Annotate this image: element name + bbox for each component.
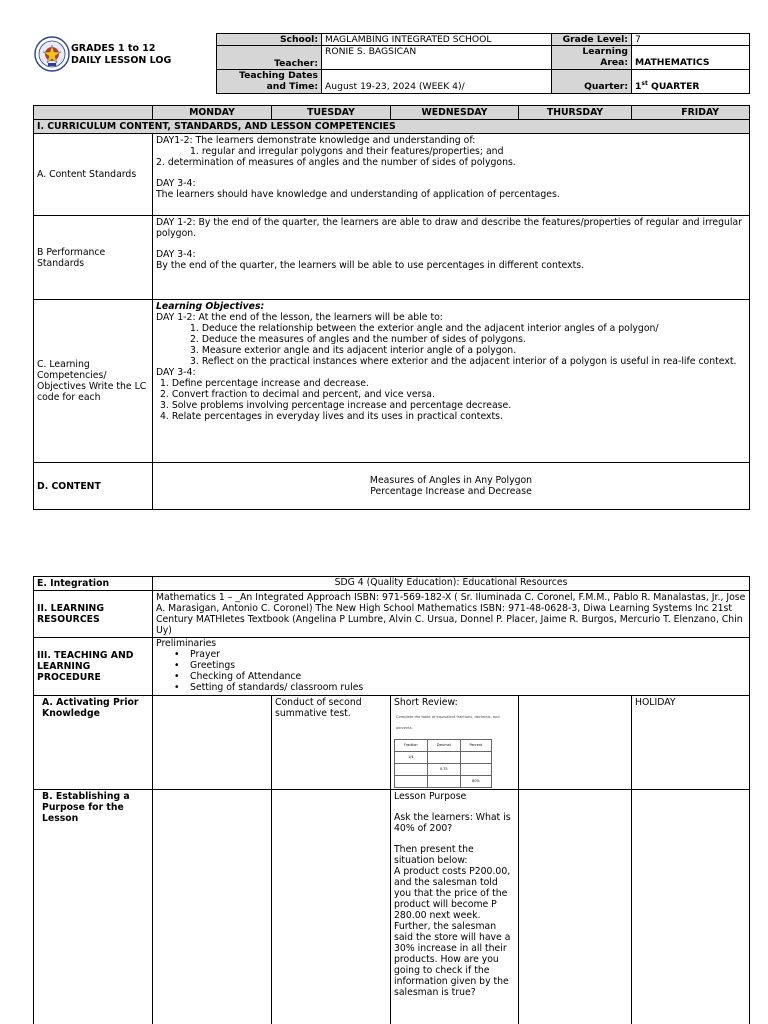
mini-table-caption: Complete the table of equivalent fractions, decimals, and percents.	[396, 715, 500, 731]
learning-area-label-2: Area:	[600, 57, 628, 69]
school-label: School:	[217, 34, 322, 46]
establishing-thursday	[519, 790, 632, 1024]
teaching-dates-label-2: and Time:	[266, 81, 318, 93]
day-header-monday: MONDAY	[153, 106, 272, 120]
content-line1: Measures of Angles in Any Polygon	[369, 475, 533, 487]
performance-standards-cell	[153, 216, 750, 300]
grade-level-label: Grade Level:	[552, 34, 632, 46]
lc-line8: 2. Convert fraction to decimal and percent, and vice versa.	[160, 389, 435, 401]
grade-level-value: 7	[632, 34, 750, 46]
mini-cell	[395, 764, 428, 776]
activating-thursday	[519, 696, 632, 790]
integration-row	[34, 577, 750, 591]
quarter-sup: st	[641, 79, 648, 87]
header-title-line1: GRADES 1 to 12	[71, 43, 156, 54]
lesson-purpose-question: Ask the learners: What is 40% of 200?	[394, 812, 511, 835]
mini-cell	[427, 752, 460, 764]
content-row	[34, 463, 750, 510]
header-title-line2: DAILY LESSON LOG	[71, 55, 172, 66]
resources-label: II. LEARNING RESOURCES	[34, 591, 153, 638]
procedure-intro: Preliminaries	[156, 638, 217, 650]
list-item: • Prayer	[174, 649, 746, 660]
ps-line1: DAY 1-2: By the end of the quarter, the learners are able to draw and describe the features/properties of regular and irregular polygon.	[156, 217, 742, 240]
quarter-value	[632, 70, 750, 94]
day-header-tuesday: TUESDAY	[272, 106, 391, 120]
procedure-cell	[153, 638, 750, 696]
lc-line9: 3. Solve problems involving percentage increase and percentage decrease.	[160, 400, 512, 412]
activating-tuesday: Conduct of second summative test.	[272, 696, 391, 790]
lc-line10: 4. Relate percentages in everyday lives and its uses in practical contexts.	[160, 411, 503, 423]
teaching-dates-value: August 19-23, 2024 (WEEK 4)/	[322, 70, 552, 94]
activating-wednesday	[391, 696, 519, 790]
list-item: • Setting of standards/ classroom rules	[174, 682, 746, 693]
header-title	[71, 43, 171, 67]
lc-line5: 3. Reflect on the practical instances where exterior and the adjacent interior of a polygon is useful in rea-life context.	[190, 356, 737, 368]
mini-cell	[395, 776, 428, 788]
list-item: • Greetings	[174, 660, 746, 671]
mini-header-decimal: Decimal	[427, 740, 460, 752]
day-header-wednesday: WEDNESDAY	[391, 106, 519, 120]
lc-heading: Learning Objectives:	[156, 301, 265, 313]
content-standards-row	[34, 134, 750, 216]
curriculum-table	[33, 105, 750, 510]
ps-line2: DAY 3-4:	[156, 249, 196, 261]
cs-line4: DAY 3-4:	[156, 178, 196, 190]
mini-cell	[460, 764, 491, 776]
mini-header-percent: Percent	[460, 740, 491, 752]
content-standards-cell	[153, 134, 750, 216]
mini-cell	[427, 776, 460, 788]
content-cell	[153, 463, 750, 510]
establishing-monday	[153, 790, 272, 1024]
day-header-friday: FRIDAY	[632, 106, 750, 120]
lc-line1: DAY 1-2: At the end of the lesson, the learners will be able to:	[156, 312, 443, 324]
lc-line7: 1. Define percentage increase and decrease.	[160, 378, 369, 390]
section1-row	[34, 120, 750, 134]
lesson-purpose-heading: Lesson Purpose	[394, 791, 467, 803]
competencies-row	[34, 300, 750, 463]
list-item: • Checking of Attendance	[174, 671, 746, 682]
section1-title: I. CURRICULUM CONTENT, STANDARDS, AND LESSON COMPETENCIES	[34, 120, 750, 134]
lesson-log-header	[33, 33, 749, 94]
content-line2: Percentage Increase and Decrease	[370, 486, 532, 498]
establishing-row	[34, 790, 750, 1024]
lc-line2: 1. Deduce the relationship between the exterior angle and the adjacent interior angles of a polygon/	[190, 323, 659, 335]
cs-line1: DAY1-2: The learners demonstrate knowledge and understanding of:	[156, 135, 476, 147]
learning-area-label-1: Learning	[582, 46, 628, 58]
establishing-wednesday	[391, 790, 519, 1024]
lc-line4: 3. Measure exterior angle and its adjacent interior angle of a polygon.	[190, 345, 517, 357]
activating-monday	[153, 696, 272, 790]
lc-line6: DAY 3-4:	[156, 367, 196, 379]
establishing-tuesday	[272, 790, 391, 1024]
activating-friday: HOLIDAY	[632, 696, 750, 790]
performance-standards-label: B Performance Standards	[34, 216, 153, 300]
establishing-friday	[632, 790, 750, 1024]
cs-line5: The learners should have knowledge and understanding of application of percentages.	[156, 189, 560, 201]
ps-line3: By the end of the quarter, the learners will be able to use percentages in different contexts.	[156, 260, 585, 272]
quarter-rest: QUARTER	[647, 81, 700, 92]
procedure-row	[34, 638, 750, 696]
lesson-purpose-intro: Then present the situation below:	[394, 844, 474, 867]
quarter-num: 1	[635, 81, 642, 92]
mini-header-fraction: Fraction	[395, 740, 428, 752]
integration-value: SDG 4 (Quality Education): Educational Resources	[153, 577, 750, 591]
activating-label: A. Activating Prior Knowledge	[34, 696, 153, 790]
procedure-table	[33, 576, 750, 1024]
teacher-value: RONIE S. BAGSICAN	[322, 46, 552, 70]
mini-cell: 0.75	[427, 764, 460, 776]
lc-line3: 2. Deduce the measures of angles and the number of sides of polygons.	[190, 334, 526, 346]
header-logo-cell	[33, 33, 216, 94]
activating-row	[34, 696, 750, 790]
integration-label: E. Integration	[34, 577, 153, 591]
competencies-cell	[153, 300, 750, 463]
day-header-row	[34, 106, 750, 120]
day-header-blank	[34, 106, 153, 120]
cs-line3: 2. determination of measures of angles and the number of sides of polygons.	[156, 157, 516, 169]
procedure-label: III. TEACHING AND LEARNING PROCEDURE	[34, 638, 153, 696]
content-standards-label: A. Content Standards	[34, 134, 153, 216]
equivalents-mini-table	[394, 739, 492, 788]
teaching-dates-label-1: Teaching Dates	[239, 70, 318, 82]
header-info-table	[216, 33, 750, 94]
learning-area-label	[552, 46, 632, 70]
resources-value: Mathematics 1 – _An Integrated Approach ISBN: 971-569-182-X ( Sr. Iluminada C. Coronel, F.M.M., Pablo R. Manalastas, Jr., Jose A. Marasigan, Antonio C. Coronel) The New High School Mathematics ISBN: 971-48-0628-3, Diwa Learning Systems Inc 21st Century MATHletes Textbook (Angelina P Lumbre, Alvin C. Ursua, Donnel P. Placer, Jaime R. Burgos, Mercurio T. Elenzano, Chin Uy)	[153, 591, 750, 638]
teacher-label: Teacher:	[217, 46, 322, 70]
lesson-purpose-situation: A product costs P200.00, and the salesman told you that the price of the product will become P 280.00 next week. Further, the salesman said the store will have a 30% increase in all their products. How are you going to check if the information given by the salesman is true?	[394, 866, 511, 999]
deped-seal-icon	[34, 36, 70, 72]
quarter-label: Quarter:	[552, 70, 632, 94]
content-label: D. CONTENT	[34, 463, 153, 510]
teaching-dates-label	[217, 70, 322, 94]
cs-line2: 1. regular and irregular polygons and their features/properties; and	[190, 146, 504, 158]
day-header-thursday: THURSDAY	[519, 106, 632, 120]
school-value: MAGLAMBING INTEGRATED SCHOOL	[322, 34, 552, 46]
resources-row	[34, 591, 750, 638]
mini-cell: 1/4	[395, 752, 428, 764]
establishing-label: B. Establishing a Purpose for the Lesson	[34, 790, 153, 1024]
mini-cell	[460, 752, 491, 764]
procedure-list	[156, 649, 746, 693]
mini-cell: 80%	[460, 776, 491, 788]
learning-area-value: MATHEMATICS	[632, 46, 750, 70]
performance-standards-row	[34, 216, 750, 300]
short-review-label: Short Review:	[394, 697, 458, 709]
competencies-label: C. Learning Competencies/ Objectives Write the LC code for each	[34, 300, 153, 463]
